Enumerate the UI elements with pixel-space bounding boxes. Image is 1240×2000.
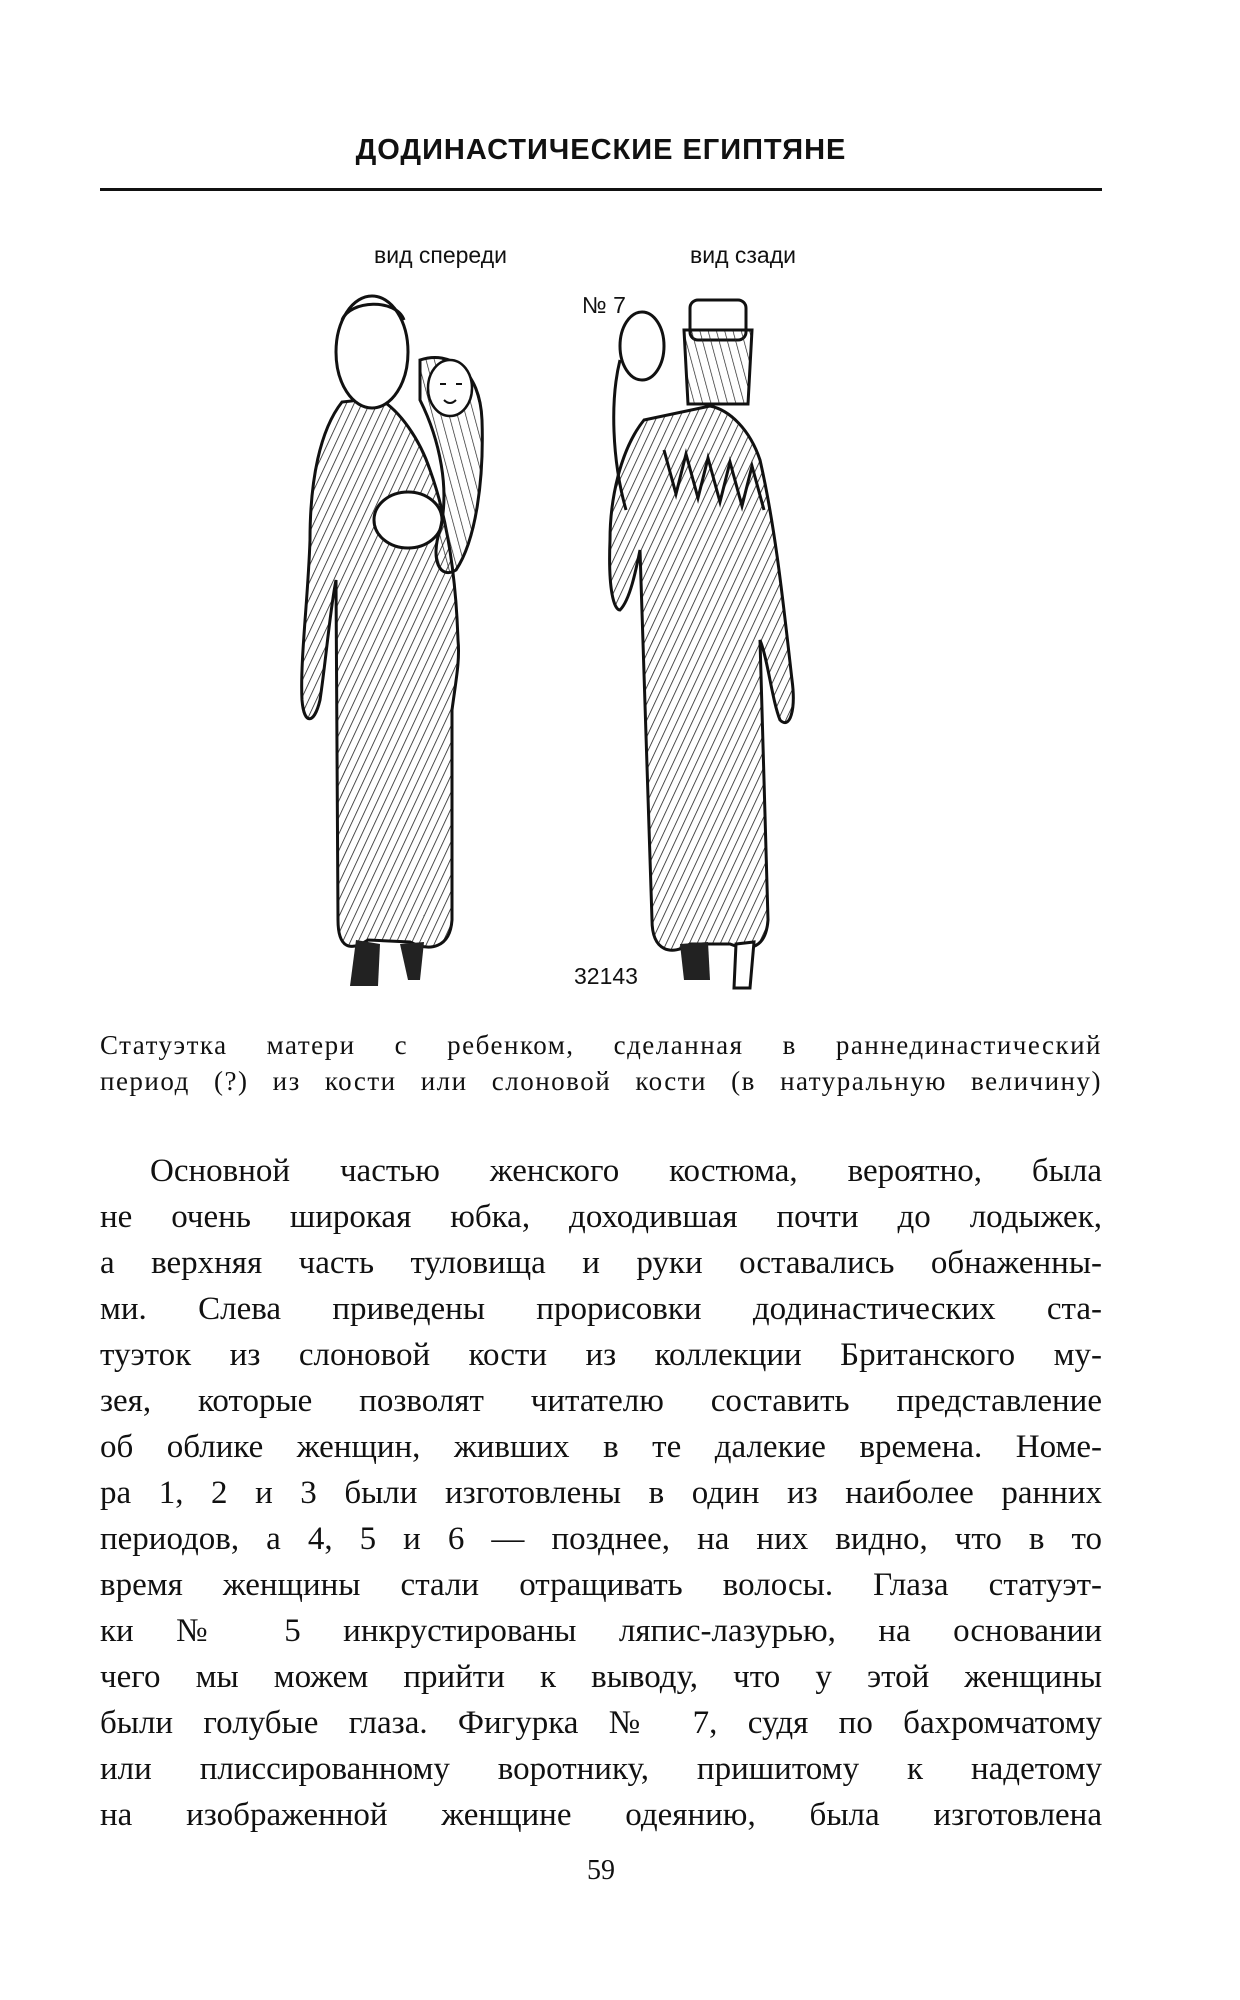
caption-line: период (?) из кости или слоновой кости (в натуральную величину)	[100, 1066, 1102, 1096]
figure-label-front: вид спереди	[374, 242, 507, 268]
figure-catalog-number: 32143	[574, 963, 638, 989]
caption-line: Статуэтка матери с ребенком, сделанная в раннединастический	[100, 1030, 1102, 1060]
text-line: периодов, а 4, 5 и 6 — позднее, на них видно, что в то	[100, 1521, 1102, 1557]
front-view-figure	[302, 296, 483, 986]
text-line: или плиссированному воротнику, пришитому к надетому	[100, 1751, 1102, 1787]
back-view-figure	[610, 300, 794, 988]
text-line: а верхняя часть туловища и руки оставались обнаженны-	[100, 1245, 1102, 1281]
text-line: время женщины стали отращивать волосы. Глаза статуэт-	[100, 1567, 1102, 1603]
running-header: ДОДИНАСТИЧЕСКИЕ ЕГИПТЯНЕ	[355, 134, 847, 166]
text-line: не очень широкая юбка, доходившая почти до лодыжек,	[100, 1199, 1102, 1235]
text-line: ми. Слева приведены прорисовки додинастических ста-	[100, 1291, 1102, 1327]
text-line: были голубые глаза. Фигурка № 7, судя по бахромчатому	[100, 1705, 1102, 1741]
statuette-illustration	[280, 280, 940, 1010]
text-line: об облике женщин, живших в те далекие времена. Номе-	[100, 1429, 1102, 1465]
text-line: ки № 5 инкрустированы ляпис-лазурью, на основании	[100, 1613, 1102, 1649]
body-paragraph	[100, 1148, 1102, 1838]
header-rule	[100, 188, 1102, 191]
text-line: Основной частью женского костюма, вероятно, была	[150, 1153, 1102, 1189]
figure-caption	[100, 1027, 1102, 1099]
text-line: туэток из слоновой кости из коллекции Британского му-	[100, 1337, 1102, 1373]
figure-label-back: вид сзади	[690, 242, 796, 268]
page-number: 59	[587, 1855, 615, 1886]
text-line: ра 1, 2 и 3 были изготовлены в один из наиболее ранних	[100, 1475, 1102, 1511]
text-line: чего мы можем прийти к выводу, что у этой женщины	[100, 1659, 1102, 1695]
text-line: зея, которые позволят читателю составить представление	[100, 1383, 1102, 1419]
text-line: на изображенной женщине одеянию, была изготовлена	[100, 1797, 1102, 1833]
figure-number: № 7	[582, 292, 626, 318]
